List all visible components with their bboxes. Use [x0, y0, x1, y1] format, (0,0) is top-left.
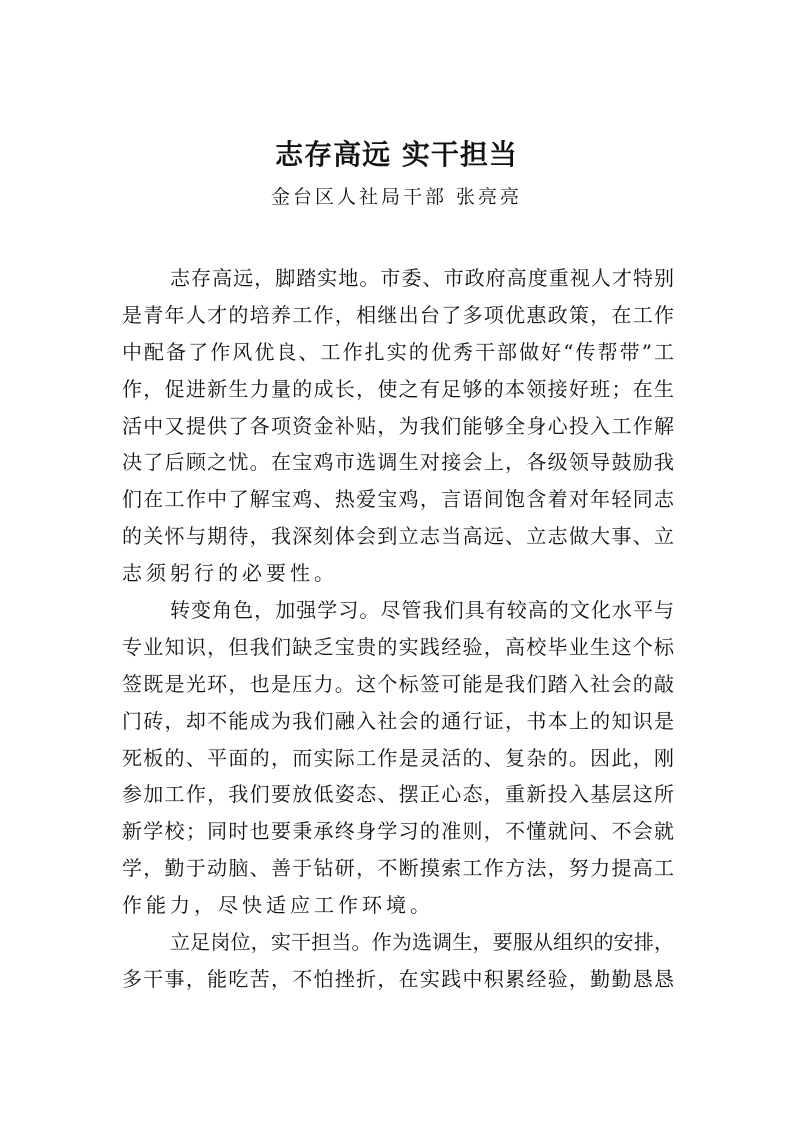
document-body — [122, 260, 674, 998]
text-line: 的关怀与期待，我深刻体会到立志当高远、立志做大事、立 — [122, 524, 674, 549]
text-line: 活中又提供了各项资金补贴，为我们能够全身心投入工作解 — [122, 413, 674, 438]
paragraph — [122, 260, 674, 592]
text-line: 学，勤于动脑、善于钻研，不断摸索工作方法，努力提高工 — [122, 856, 674, 881]
text-line: 作，促进新生力量的成长，使之有足够的本领接好班；在生 — [122, 376, 674, 401]
document-title: 志存高远 实干担当 — [275, 138, 518, 171]
text-line: 志存高远，脚踏实地。市委、市政府高度重视人才特别 — [170, 266, 674, 290]
text-line: 多干事，能吃苦，不怕挫折，在实践中积累经验，勤勤恳恳 — [122, 966, 674, 991]
text-line: 转变角色，加强学习。尽管我们具有较高的文化水平与 — [170, 598, 674, 623]
text-line: 签既是光环，也是压力。这个标签可能是我们踏入社会的敲 — [122, 671, 674, 696]
text-line: 中配备了作风优良、工作扎实的优秀干部做好“传帮带”工 — [122, 339, 674, 364]
text-line: 专业知识，但我们缺乏宝贵的实践经验，高校毕业生这个标 — [122, 634, 674, 659]
text-line: 死板的、平面的，而实际工作是灵活的、复杂的。因此，刚 — [122, 745, 674, 770]
text-line: 门砖，却不能成为我们融入社会的通行证，书本上的知识是 — [122, 708, 674, 733]
text-line: 参加工作，我们要放低姿态、摆正心态，重新投入基层这所 — [122, 782, 674, 807]
text-line: 作能力，尽快适应工作环境。 — [122, 893, 434, 918]
text-line: 们在工作中了解宝鸡、热爱宝鸡，言语间饱含着对年轻同志 — [122, 487, 674, 512]
paragraph — [122, 924, 674, 998]
text-line: 立足岗位，实干担当。作为选调生，要服从组织的安排， — [170, 930, 674, 955]
paragraph — [122, 592, 674, 924]
text-line: 志须躬行的必要性。 — [122, 561, 338, 586]
text-line: 新学校；同时也要秉承终身学习的准则，不懂就问、不会就 — [122, 819, 674, 844]
text-line: 决了后顾之忧。在宝鸡市选调生对接会上，各级领导鼓励我 — [122, 450, 674, 475]
text-line: 是青年人才的培养工作，相继出台了多项优惠政策，在工作 — [122, 302, 674, 327]
author-line: 金台区人社局干部 张亮亮 — [270, 186, 523, 208]
